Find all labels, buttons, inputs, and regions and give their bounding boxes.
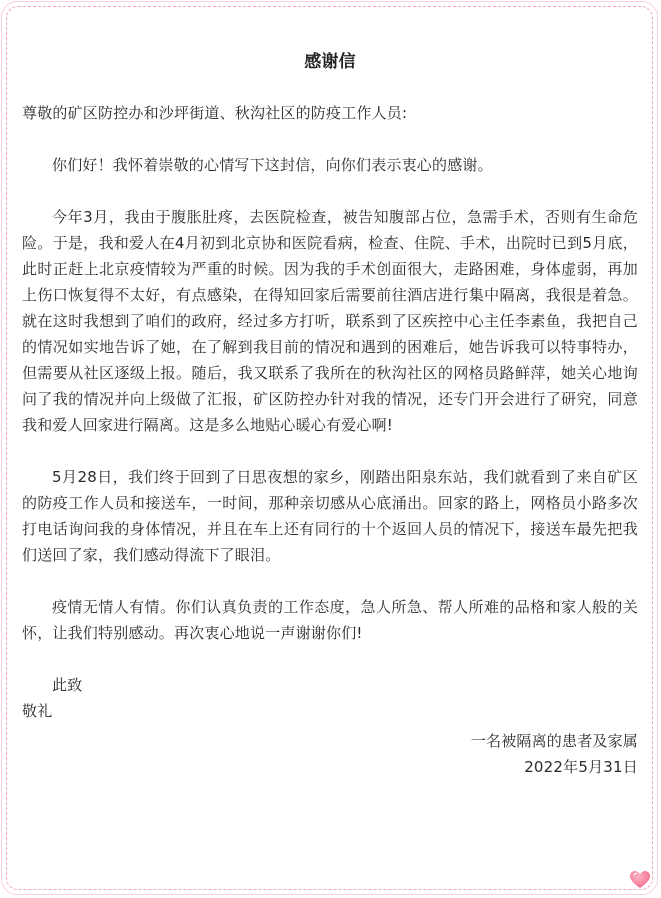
closing-jingli: 敬礼 <box>22 702 53 720</box>
heart-icon <box>629 870 651 890</box>
letter-salutation: 尊敬的矿区防控办和沙坪街道、秋沟社区的防疫工作人员: <box>22 104 408 122</box>
paragraph-story: 今年3月，我由于腹胀肚疼，去医院检查，被告知腹部占位，急需手术，否则有生命危险。于是，我和爱人在4月初到北京协和医院看病，检查、住院、手术，出院时已到5月底，此时正赶上北京疫情较为严重的时候。因为我的手术创面很大，走路困难，身体虚弱，再加上伤口恢复得不太好，有点感染，在得知回家后需要前往酒店进行集中隔离，我很是着急。就在这时我想到了咱们的政府，经过多方打听，联系到了区疾控中心主任李素鱼，我把自己的情况如实地告诉了她，在了解到我目前的情况和遇到的困难后，她告诉我可以特事特办，但需要从社区逐级上报。随后，我又联系了我所在的秋沟社区的网格员路鲜萍，她关心地询问了我的情况并向上级做了汇报，矿区防控办针对我的情况，还专门开会进行了研究，同意我和爱人回家进行隔离。这是多么地贴心暖心有爱心啊! <box>22 208 638 434</box>
paragraph-return: 5月28日，我们终于回到了日思夜想的家乡，刚踏出阳泉东站，我们就看到了来自矿区的防疫工作人员和接送车，一时间，那种亲切感从心底涌出。回家的路上，网格员小路多次打电话询问我的身体情况，并且在车上还有同行的十个返回人员的情况下，接送车最先把我们送回了家，我们感动得流下了眼泪。 <box>22 468 638 564</box>
signature: 一名被隔离的患者及家属 <box>470 732 638 750</box>
closing-cizhi: 此致 <box>52 676 83 694</box>
paragraph-thanks: 疫情无情人有情。你们认真负责的工作态度，急人所急、帮人所难的品格和家人般的关怀，让我们特别感动。再次衷心地说一声谢谢你们! <box>22 598 638 642</box>
letter-title: 感谢信 <box>304 52 356 72</box>
letter-body <box>22 48 638 780</box>
letter-date: 2022年5月31日 <box>524 758 638 776</box>
paragraph-greeting: 你们好！我怀着崇敬的心情写下这封信，向你们表示衷心的感谢。 <box>52 156 493 174</box>
